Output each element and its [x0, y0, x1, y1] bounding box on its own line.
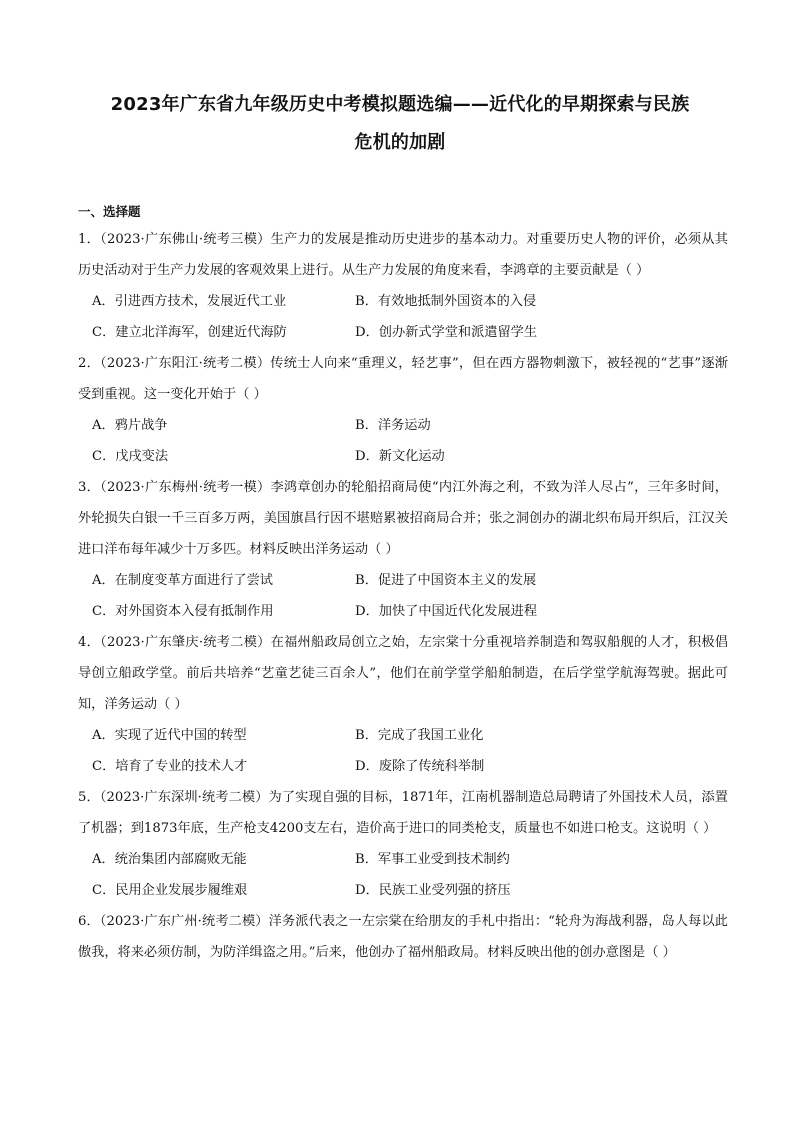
question-3-options: [78, 565, 728, 627]
option-c: C．建立北洋海军，创建近代海防: [92, 325, 287, 340]
question-2-text: 2．（2023·广东阳江·统考二模）传统士人向来“重理义，轻艺事”，但在西方器物刺激下，被轻视的“艺事”逐渐受到重视。这一变化开始于（ ）: [78, 356, 728, 402]
option-d: D．新文化运动: [355, 449, 445, 464]
title-line-1: 2023年广东省九年级历史中考模拟题选编——近代化的早期探索与民族: [110, 94, 690, 115]
question-4-text: 4．（2023·广东肇庆·统考二模）在福州船政局创立之始，左宗棠十分重视培养制造和驾驭船舰的人才，积极倡导创立船政学堂。前后共培养“艺童艺徒三百余人”，他们在前学堂学船舶制造，在后学堂学航海驾驶。据此可知，洋务运动（ ）: [78, 635, 728, 712]
option-a: A．在制度变革方面进行了尝试: [92, 573, 273, 588]
option-b: B．完成了我国工业化: [355, 728, 484, 743]
question-4-options: [78, 720, 728, 782]
title-line-2: 危机的加剧: [354, 132, 446, 153]
question-1-text: 1．（2023·广东佛山·统考三模）生产力的发展是推动历史进步的基本动力。对重要历史人物的评价，必须从其历史活动对于生产力发展的客观效果上进行。从生产力发展的角度来看，李鸿章的主要贡献是（ ）: [78, 232, 728, 278]
option-c: C．戊戌变法: [92, 449, 169, 464]
question-5-text: 5．（2023·广东深圳·统考二模）为了实现自强的目标，1871年，江南机器制造总局聘请了外国技术人员，添置了机器；到1873年底，生产枪支4200支左右，造价高于进口的同类枪支，质量也不如进口枪支。这说明（ ）: [78, 790, 728, 836]
option-d: D．创办新式学堂和派遣留学生: [355, 325, 538, 340]
question-3-text: 3．（2023·广东梅州·统考一模）李鸿章创办的轮船招商局使“内江外海之利，不致为洋人尽占”，三年多时间，外轮损失白银一千三百多万两，美国旗昌行因不堪赔累被招商局合并；张之洞创办的湖北织布局开织后，江汉关进口洋布每年减少十万多匹。材料反映出洋务运动（ ）: [78, 480, 728, 557]
option-d: D．加快了中国近代化发展进程: [355, 604, 538, 619]
option-c: C．培育了专业的技术人才: [92, 759, 248, 774]
option-b: B．促进了中国资本主义的发展: [355, 573, 537, 588]
option-c: C．民用企业发展步履维艰: [92, 883, 248, 898]
question-1-options: [78, 286, 728, 348]
option-a: A．统治集团内部腐败无能: [92, 852, 247, 867]
question-2-options: [78, 410, 728, 472]
section-heading: 一、选择题: [78, 204, 141, 219]
option-c: C．对外国资本入侵有抵制作用: [92, 604, 274, 619]
option-b: B．有效地抵制外国资本的入侵: [355, 294, 537, 309]
document-title: [70, 86, 730, 162]
option-d: D．民族工业受列强的挤压: [355, 883, 511, 898]
option-d: D．废除了传统科举制: [355, 759, 485, 774]
question-6-text: 6．（2023·广东广州·统考二模）洋务派代表之一左宗棠在给朋友的手札中指出：“轮舟为海战利器，岛人每以此傲我，将来必须仿制，为防洋缉盗之用。”后来，他创办了福州船政局。材料反映出他的创办意图是（ ）: [78, 914, 728, 960]
option-b: B．军事工业受到技术制约: [355, 852, 510, 867]
question-list: [78, 224, 728, 968]
question-5-options: [78, 844, 728, 906]
option-a: A．鸦片战争: [92, 418, 168, 433]
option-a: A．引进西方技术，发展近代工业: [92, 294, 287, 309]
option-b: B．洋务运动: [355, 418, 431, 433]
option-a: A．实现了近代中国的转型: [92, 728, 247, 743]
